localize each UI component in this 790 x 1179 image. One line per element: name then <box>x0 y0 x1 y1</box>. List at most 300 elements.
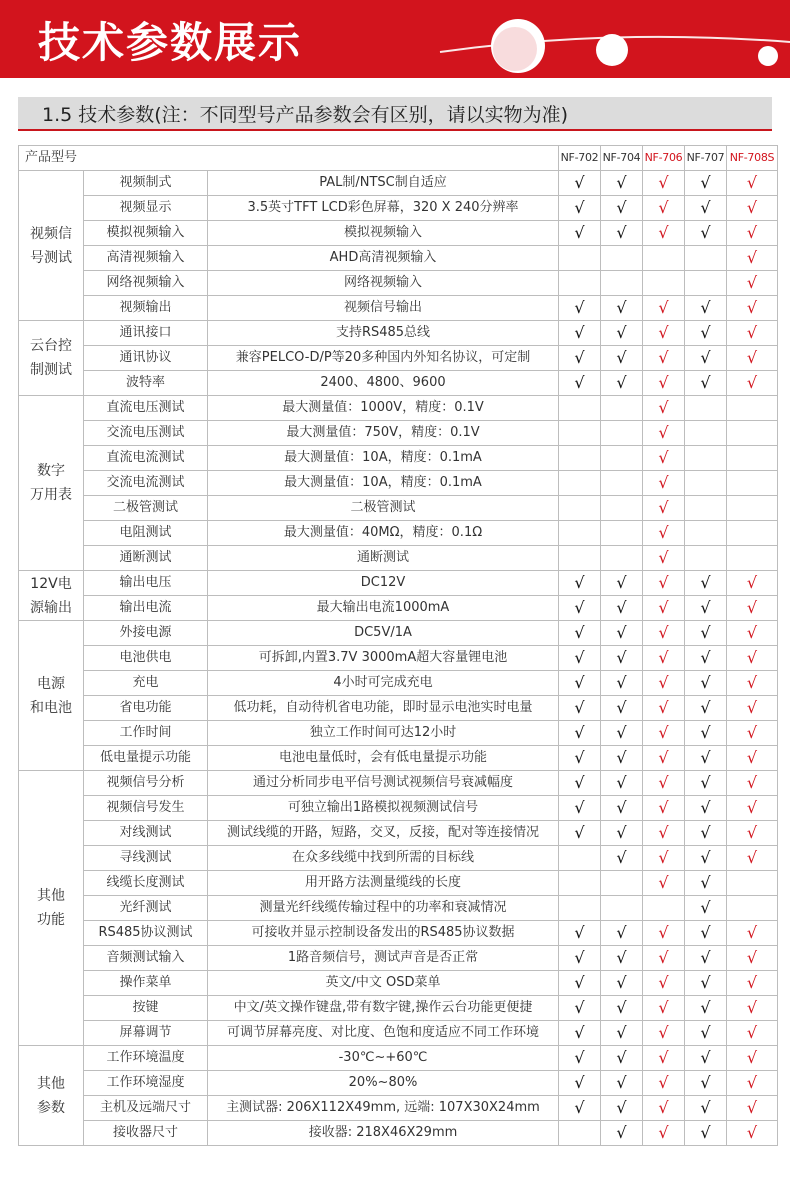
check-cell-nf-704: √ <box>601 1046 643 1071</box>
item-name-cell: 省电功能 <box>84 696 208 721</box>
table-row <box>19 496 778 521</box>
table-row <box>19 896 778 921</box>
table-row <box>19 971 778 996</box>
check-cell-nf-702: √ <box>559 771 601 796</box>
check-cell-nf-706: √ <box>643 496 685 521</box>
item-description-cell: 网络视频输入 <box>208 271 559 296</box>
check-cell-nf-707: √ <box>685 871 727 896</box>
check-cell-nf-706: √ <box>643 821 685 846</box>
check-cell-nf-706 <box>643 271 685 296</box>
check-cell-nf-707: √ <box>685 996 727 1021</box>
item-description-cell: 低功耗，自动待机省电功能，即时显示电池实时电量 <box>208 696 559 721</box>
item-name-cell: 工作时间 <box>84 721 208 746</box>
table-row <box>19 646 778 671</box>
check-cell-nf-708s: √ <box>727 246 778 271</box>
category-cell: 其他 功能 <box>19 771 84 1046</box>
check-cell-nf-702: √ <box>559 571 601 596</box>
item-description-cell: 20%~80% <box>208 1071 559 1096</box>
table-row <box>19 321 778 346</box>
table-row <box>19 421 778 446</box>
banner-title: 技术参数展示 <box>38 18 303 67</box>
check-cell-nf-707: √ <box>685 821 727 846</box>
item-description-cell: AHD高清视频输入 <box>208 246 559 271</box>
table-row <box>19 1046 778 1071</box>
check-cell-nf-707: √ <box>685 946 727 971</box>
item-description-cell: -30℃~+60℃ <box>208 1046 559 1071</box>
check-cell-nf-708s: √ <box>727 1046 778 1071</box>
check-cell-nf-707: √ <box>685 321 727 346</box>
header-model-nf-708s: NF-708S <box>727 146 778 171</box>
check-cell-nf-704 <box>601 871 643 896</box>
table-row <box>19 1096 778 1121</box>
check-cell-nf-704 <box>601 246 643 271</box>
check-cell-nf-707: √ <box>685 171 727 196</box>
item-description-cell: 测量光纤线缆传输过程中的功率和衰减情况 <box>208 896 559 921</box>
item-description-cell: 可接收并显示控制设备发出的RS485协议数据 <box>208 921 559 946</box>
check-cell-nf-702: √ <box>559 1046 601 1071</box>
table-row <box>19 296 778 321</box>
check-cell-nf-702: √ <box>559 171 601 196</box>
item-name-cell: 视频信号分析 <box>84 771 208 796</box>
check-cell-nf-702: √ <box>559 646 601 671</box>
item-name-cell: 屏幕调节 <box>84 1021 208 1046</box>
check-cell-nf-707: √ <box>685 621 727 646</box>
check-cell-nf-704: √ <box>601 796 643 821</box>
check-cell-nf-707: √ <box>685 596 727 621</box>
item-name-cell: RS485协议测试 <box>84 921 208 946</box>
check-cell-nf-702: √ <box>559 621 601 646</box>
item-name-cell: 二极管测试 <box>84 496 208 521</box>
check-cell-nf-707 <box>685 496 727 521</box>
check-cell-nf-708s: √ <box>727 196 778 221</box>
check-cell-nf-706: √ <box>643 771 685 796</box>
item-description-cell: 最大测量值：10A，精度：0.1mA <box>208 446 559 471</box>
check-cell-nf-702: √ <box>559 371 601 396</box>
table-row <box>19 746 778 771</box>
category-cell: 视频信 号测试 <box>19 171 84 321</box>
item-name-cell: 寻线测试 <box>84 846 208 871</box>
check-cell-nf-706 <box>643 896 685 921</box>
check-cell-nf-707: √ <box>685 721 727 746</box>
check-cell-nf-707: √ <box>685 846 727 871</box>
item-name-cell: 充电 <box>84 671 208 696</box>
check-cell-nf-704: √ <box>601 1121 643 1146</box>
check-cell-nf-708s: √ <box>727 171 778 196</box>
check-cell-nf-706: √ <box>643 1046 685 1071</box>
table-row <box>19 721 778 746</box>
check-cell-nf-702 <box>559 546 601 571</box>
check-cell-nf-702: √ <box>559 1096 601 1121</box>
check-cell-nf-704: √ <box>601 821 643 846</box>
check-cell-nf-702: √ <box>559 821 601 846</box>
check-cell-nf-704: √ <box>601 771 643 796</box>
check-cell-nf-702 <box>559 846 601 871</box>
check-cell-nf-706: √ <box>643 996 685 1021</box>
table-row <box>19 171 778 196</box>
check-cell-nf-707: √ <box>685 571 727 596</box>
check-cell-nf-702 <box>559 521 601 546</box>
table-row <box>19 796 778 821</box>
item-name-cell: 操作菜单 <box>84 971 208 996</box>
item-description-cell: 3.5英寸TFT LCD彩色屏幕，320 X 240分辨率 <box>208 196 559 221</box>
check-cell-nf-708s: √ <box>727 221 778 246</box>
check-cell-nf-702 <box>559 421 601 446</box>
check-cell-nf-702 <box>559 471 601 496</box>
item-name-cell: 视频输出 <box>84 296 208 321</box>
check-cell-nf-706: √ <box>643 846 685 871</box>
check-cell-nf-707 <box>685 521 727 546</box>
check-cell-nf-706: √ <box>643 421 685 446</box>
item-description-cell: 最大测量值：10A，精度：0.1mA <box>208 471 559 496</box>
check-cell-nf-704: √ <box>601 321 643 346</box>
check-cell-nf-708s: √ <box>727 796 778 821</box>
banner-circle-medium <box>596 34 628 66</box>
check-cell-nf-706: √ <box>643 946 685 971</box>
item-description-cell: 最大输出电流1000mA <box>208 596 559 621</box>
check-cell-nf-706: √ <box>643 546 685 571</box>
item-description-cell: 在众多线缆中找到所需的目标线 <box>208 846 559 871</box>
table-row <box>19 546 778 571</box>
table-row <box>19 946 778 971</box>
check-cell-nf-707: √ <box>685 746 727 771</box>
check-cell-nf-704 <box>601 396 643 421</box>
banner-circle-small <box>758 46 778 66</box>
table-row <box>19 696 778 721</box>
check-cell-nf-704: √ <box>601 746 643 771</box>
item-name-cell: 电阻测试 <box>84 521 208 546</box>
check-cell-nf-708s <box>727 871 778 896</box>
table-row <box>19 196 778 221</box>
item-description-cell: 1路音频信号，测试声音是否正常 <box>208 946 559 971</box>
check-cell-nf-708s: √ <box>727 646 778 671</box>
item-name-cell: 电池供电 <box>84 646 208 671</box>
item-description-cell: 通过分析同步电平信号测试视频信号衰减幅度 <box>208 771 559 796</box>
check-cell-nf-706: √ <box>643 446 685 471</box>
check-cell-nf-706: √ <box>643 646 685 671</box>
check-cell-nf-706: √ <box>643 1096 685 1121</box>
check-cell-nf-708s: √ <box>727 996 778 1021</box>
check-cell-nf-706: √ <box>643 596 685 621</box>
item-name-cell: 外接电源 <box>84 621 208 646</box>
header-model-nf-707: NF-707 <box>685 146 727 171</box>
check-cell-nf-708s: √ <box>727 696 778 721</box>
item-name-cell: 低电量提示功能 <box>84 746 208 771</box>
item-name-cell: 音频测试输入 <box>84 946 208 971</box>
check-cell-nf-704: √ <box>601 296 643 321</box>
check-cell-nf-707: √ <box>685 1121 727 1146</box>
check-cell-nf-704: √ <box>601 996 643 1021</box>
check-cell-nf-707: √ <box>685 196 727 221</box>
check-cell-nf-708s: √ <box>727 846 778 871</box>
check-cell-nf-708s: √ <box>727 271 778 296</box>
check-cell-nf-702: √ <box>559 971 601 996</box>
check-cell-nf-707 <box>685 421 727 446</box>
check-cell-nf-704 <box>601 896 643 921</box>
header-model-nf-706: NF-706 <box>643 146 685 171</box>
check-cell-nf-706: √ <box>643 721 685 746</box>
check-cell-nf-702 <box>559 871 601 896</box>
check-cell-nf-708s: √ <box>727 621 778 646</box>
banner-decoration <box>0 0 790 78</box>
check-cell-nf-704: √ <box>601 1021 643 1046</box>
check-cell-nf-708s <box>727 446 778 471</box>
item-name-cell: 交流电流测试 <box>84 471 208 496</box>
check-cell-nf-708s <box>727 521 778 546</box>
item-name-cell: 接收器尺寸 <box>84 1121 208 1146</box>
check-cell-nf-707: √ <box>685 896 727 921</box>
check-cell-nf-706: √ <box>643 796 685 821</box>
check-cell-nf-702 <box>559 246 601 271</box>
check-cell-nf-707: √ <box>685 1021 727 1046</box>
spec-table <box>18 145 778 1146</box>
check-cell-nf-706 <box>643 246 685 271</box>
check-cell-nf-706: √ <box>643 221 685 246</box>
table-row <box>19 221 778 246</box>
check-cell-nf-708s: √ <box>727 1096 778 1121</box>
check-cell-nf-702: √ <box>559 671 601 696</box>
check-cell-nf-702: √ <box>559 746 601 771</box>
table-header-row <box>19 146 778 171</box>
check-cell-nf-708s: √ <box>727 946 778 971</box>
check-cell-nf-706: √ <box>643 971 685 996</box>
item-name-cell: 高清视频输入 <box>84 246 208 271</box>
check-cell-nf-707: √ <box>685 921 727 946</box>
check-cell-nf-706: √ <box>643 171 685 196</box>
category-cell: 电源 和电池 <box>19 621 84 771</box>
item-description-cell: 视频信号输出 <box>208 296 559 321</box>
category-cell: 云台控 制测试 <box>19 321 84 396</box>
check-cell-nf-708s: √ <box>727 1121 778 1146</box>
section-title: 1.5 技术参数(注：不同型号产品参数会有区别，请以实物为准) <box>42 104 569 126</box>
check-cell-nf-704 <box>601 421 643 446</box>
check-cell-nf-708s: √ <box>727 921 778 946</box>
check-cell-nf-707 <box>685 396 727 421</box>
check-cell-nf-707 <box>685 271 727 296</box>
check-cell-nf-702: √ <box>559 346 601 371</box>
check-cell-nf-707: √ <box>685 696 727 721</box>
check-cell-nf-707: √ <box>685 221 727 246</box>
check-cell-nf-702: √ <box>559 696 601 721</box>
check-cell-nf-708s: √ <box>727 346 778 371</box>
check-cell-nf-708s <box>727 421 778 446</box>
check-cell-nf-707: √ <box>685 371 727 396</box>
item-name-cell: 视频信号发生 <box>84 796 208 821</box>
table-row <box>19 771 778 796</box>
check-cell-nf-708s <box>727 896 778 921</box>
item-description-cell: 支持RS485总线 <box>208 321 559 346</box>
table-row <box>19 671 778 696</box>
check-cell-nf-704: √ <box>601 596 643 621</box>
check-cell-nf-704: √ <box>601 671 643 696</box>
check-cell-nf-706: √ <box>643 921 685 946</box>
check-cell-nf-706: √ <box>643 471 685 496</box>
check-cell-nf-707: √ <box>685 1046 727 1071</box>
check-cell-nf-702: √ <box>559 321 601 346</box>
item-description-cell: 可独立输出1路模拟视频测试信号 <box>208 796 559 821</box>
item-description-cell: 可调节屏幕亮度、对比度、色饱和度适应不同工作环境 <box>208 1021 559 1046</box>
table-row <box>19 396 778 421</box>
check-cell-nf-702 <box>559 271 601 296</box>
check-cell-nf-704: √ <box>601 646 643 671</box>
table-row <box>19 571 778 596</box>
header-model-nf-702: NF-702 <box>559 146 601 171</box>
item-name-cell: 工作环境温度 <box>84 1046 208 1071</box>
item-name-cell: 输出电流 <box>84 596 208 621</box>
check-cell-nf-706: √ <box>643 1021 685 1046</box>
table-row <box>19 1071 778 1096</box>
table-row <box>19 596 778 621</box>
check-cell-nf-706: √ <box>643 621 685 646</box>
check-cell-nf-702 <box>559 896 601 921</box>
table-row <box>19 271 778 296</box>
check-cell-nf-702 <box>559 446 601 471</box>
item-name-cell: 视频制式 <box>84 171 208 196</box>
check-cell-nf-708s <box>727 396 778 421</box>
check-cell-nf-702 <box>559 1121 601 1146</box>
item-name-cell: 对线测试 <box>84 821 208 846</box>
item-name-cell: 通讯协议 <box>84 346 208 371</box>
item-description-cell: DC12V <box>208 571 559 596</box>
check-cell-nf-704 <box>601 521 643 546</box>
check-cell-nf-702: √ <box>559 596 601 621</box>
check-cell-nf-708s: √ <box>727 371 778 396</box>
check-cell-nf-708s: √ <box>727 321 778 346</box>
check-cell-nf-706: √ <box>643 1121 685 1146</box>
check-cell-nf-708s: √ <box>727 746 778 771</box>
check-cell-nf-707 <box>685 446 727 471</box>
item-description-cell: 用开路方法测量缆线的长度 <box>208 871 559 896</box>
check-cell-nf-706: √ <box>643 696 685 721</box>
table-row <box>19 871 778 896</box>
table-row <box>19 921 778 946</box>
check-cell-nf-706: √ <box>643 1071 685 1096</box>
check-cell-nf-704: √ <box>601 946 643 971</box>
check-cell-nf-708s: √ <box>727 971 778 996</box>
item-name-cell: 网络视频输入 <box>84 271 208 296</box>
check-cell-nf-702: √ <box>559 1021 601 1046</box>
check-cell-nf-707 <box>685 546 727 571</box>
check-cell-nf-707: √ <box>685 296 727 321</box>
check-cell-nf-704 <box>601 471 643 496</box>
item-description-cell: 中文/英文操作键盘,带有数字键,操作云台功能更便捷 <box>208 996 559 1021</box>
check-cell-nf-708s: √ <box>727 821 778 846</box>
item-description-cell: 二极管测试 <box>208 496 559 521</box>
category-cell: 12V电 源输出 <box>19 571 84 621</box>
item-description-cell: 独立工作时间可达12小时 <box>208 721 559 746</box>
category-cell: 其他 参数 <box>19 1046 84 1146</box>
check-cell-nf-708s: √ <box>727 296 778 321</box>
check-cell-nf-702: √ <box>559 296 601 321</box>
check-cell-nf-702: √ <box>559 996 601 1021</box>
item-name-cell: 输出电压 <box>84 571 208 596</box>
check-cell-nf-702 <box>559 496 601 521</box>
item-description-cell: 电池电量低时，会有低电量提示功能 <box>208 746 559 771</box>
check-cell-nf-707: √ <box>685 771 727 796</box>
item-description-cell: 英文/中文 OSD菜单 <box>208 971 559 996</box>
table-row <box>19 846 778 871</box>
check-cell-nf-708s: √ <box>727 571 778 596</box>
check-cell-nf-704 <box>601 546 643 571</box>
check-cell-nf-704: √ <box>601 621 643 646</box>
check-cell-nf-707: √ <box>685 796 727 821</box>
check-cell-nf-707: √ <box>685 671 727 696</box>
check-cell-nf-708s: √ <box>727 771 778 796</box>
check-cell-nf-702: √ <box>559 196 601 221</box>
check-cell-nf-706: √ <box>643 871 685 896</box>
item-description-cell: PAL制/NTSC制自适应 <box>208 171 559 196</box>
item-description-cell: 测试线缆的开路，短路，交叉，反接，配对等连接情况 <box>208 821 559 846</box>
item-description-cell: 主测试器: 206X112X49mm, 远端: 107X30X24mm <box>208 1096 559 1121</box>
item-description-cell: 2400、4800、9600 <box>208 371 559 396</box>
item-description-cell: 通断测试 <box>208 546 559 571</box>
table-row <box>19 821 778 846</box>
item-name-cell: 主机及远端尺寸 <box>84 1096 208 1121</box>
item-description-cell: DC5V/1A <box>208 621 559 646</box>
check-cell-nf-707: √ <box>685 1096 727 1121</box>
item-name-cell: 工作环境湿度 <box>84 1071 208 1096</box>
check-cell-nf-706: √ <box>643 296 685 321</box>
item-name-cell: 通讯接口 <box>84 321 208 346</box>
check-cell-nf-708s <box>727 496 778 521</box>
check-cell-nf-704 <box>601 446 643 471</box>
check-cell-nf-702: √ <box>559 1071 601 1096</box>
check-cell-nf-708s: √ <box>727 721 778 746</box>
item-name-cell: 模拟视频输入 <box>84 221 208 246</box>
item-name-cell: 直流电流测试 <box>84 446 208 471</box>
table-row <box>19 1121 778 1146</box>
check-cell-nf-702: √ <box>559 796 601 821</box>
item-description-cell: 兼容PELCO-D/P等20多种国内外知名协议，可定制 <box>208 346 559 371</box>
check-cell-nf-704: √ <box>601 196 643 221</box>
check-cell-nf-704: √ <box>601 171 643 196</box>
item-name-cell: 波特率 <box>84 371 208 396</box>
check-cell-nf-706: √ <box>643 571 685 596</box>
table-row <box>19 446 778 471</box>
header-model-nf-704: NF-704 <box>601 146 643 171</box>
check-cell-nf-704: √ <box>601 921 643 946</box>
check-cell-nf-704: √ <box>601 696 643 721</box>
check-cell-nf-704: √ <box>601 371 643 396</box>
check-cell-nf-707: √ <box>685 346 727 371</box>
section-header <box>18 97 772 131</box>
check-cell-nf-704: √ <box>601 846 643 871</box>
item-description-cell: 最大测量值：1000V，精度：0.1V <box>208 396 559 421</box>
check-cell-nf-704: √ <box>601 221 643 246</box>
table-row <box>19 346 778 371</box>
table-row <box>19 371 778 396</box>
check-cell-nf-704 <box>601 271 643 296</box>
check-cell-nf-707 <box>685 471 727 496</box>
item-description-cell: 模拟视频输入 <box>208 221 559 246</box>
check-cell-nf-706: √ <box>643 521 685 546</box>
check-cell-nf-707: √ <box>685 1071 727 1096</box>
page-banner <box>0 0 790 78</box>
table-row <box>19 246 778 271</box>
check-cell-nf-708s: √ <box>727 671 778 696</box>
table-row <box>19 996 778 1021</box>
check-cell-nf-702: √ <box>559 721 601 746</box>
check-cell-nf-702: √ <box>559 946 601 971</box>
check-cell-nf-704: √ <box>601 571 643 596</box>
check-cell-nf-702: √ <box>559 921 601 946</box>
item-name-cell: 交流电压测试 <box>84 421 208 446</box>
check-cell-nf-707 <box>685 246 727 271</box>
item-description-cell: 4小时可完成充电 <box>208 671 559 696</box>
check-cell-nf-706: √ <box>643 321 685 346</box>
table-row <box>19 521 778 546</box>
banner-circle-large-inner <box>493 27 537 71</box>
check-cell-nf-708s: √ <box>727 596 778 621</box>
